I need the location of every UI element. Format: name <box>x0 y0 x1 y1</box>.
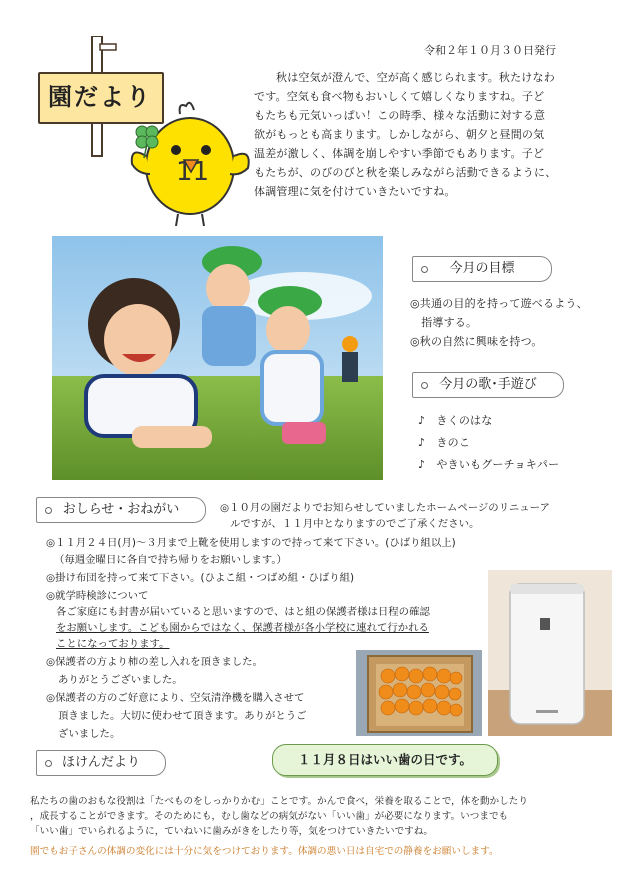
song-item: ♪ きのこ <box>418 436 471 449</box>
notices-label: おしらせ・おねがい <box>62 502 180 517</box>
children-photo <box>52 236 383 480</box>
intro-line: 体調管理に気を付けていきたいですね。 <box>254 185 456 198</box>
health-label: ほけんだより <box>61 755 140 770</box>
goal-item: ◎共通の目的を持って遊べるよう、 <box>410 297 588 310</box>
notice-hp-1: ◎１０月の園だよりでお知らせしていましたホームページのリニューア <box>220 502 550 514</box>
air-purifier-photo <box>488 570 612 736</box>
health-closing: 園でもお子さんの体調の変化には十分に気をつけております。体調の悪い日は自宅での静養をお願いします。 <box>30 846 499 857</box>
intro-paragraph <box>254 68 594 201</box>
notice-air-3: ざいました。 <box>58 728 121 740</box>
notice-kenshin-title: ◎就学時検診について <box>46 590 149 602</box>
intro-line: です。空気も食べ物もおいしくて嬉しくなりますね。子ど <box>254 90 545 103</box>
notice-kaki-1: ◎保護者の方より柿の差し入れを頂きました。 <box>46 656 263 668</box>
persimmon-photo <box>356 650 482 736</box>
goals-tag <box>412 256 552 282</box>
goal-item: 指導する。 <box>410 316 478 329</box>
issue-date: 令和２年１０月３０日発行 <box>424 44 556 57</box>
notice-air-2: 頂きました。大切に使わせて頂きます。ありがとうご <box>58 710 307 722</box>
health-line: 「いい歯」でいられるように，ていねいに歯みがきをしたり等，気をつけていきたいですね。 <box>30 826 433 837</box>
intro-line: 欲がもっとも高まります。しかしながら、朝夕と昼間の気 <box>254 128 545 141</box>
notice-kenshin-2: をお願いします。こども園からではなく、保護者様が各小学校に連れて行かれる <box>56 622 429 634</box>
intro-line: 温差が激しく、体調を崩しやすい季節でもあります。子ど <box>254 147 545 160</box>
title-illustration <box>30 36 250 226</box>
song-item: ♪ やきいもグーチョキパー <box>418 458 560 471</box>
notice-hp-2: ルですが、１１月中となりますのでご了承ください。 <box>230 518 480 530</box>
health-tag <box>36 750 166 776</box>
notice-kaki-2: ありがとうございました。 <box>58 674 183 686</box>
month-number: 11 <box>176 157 210 187</box>
song-item: ♪ きくのはな <box>418 414 493 427</box>
notice-shoes-text: ◎１１月２４日(月)～３月まで上靴を使用しますので持って来て下さい。(ひばり組以上) <box>46 537 456 549</box>
songs-tag <box>412 372 564 398</box>
goals-label: 今月の目標 <box>449 261 515 276</box>
notice-kenshin-3: ことになっております。 <box>56 638 170 650</box>
goals-list <box>410 294 610 351</box>
notice-shoes-1 <box>46 535 456 551</box>
goal-item: ◎秋の自然に興味を持つ。 <box>410 335 543 348</box>
songs-label: 今月の歌･手遊び <box>439 377 537 392</box>
notice-shoes-2: （毎週金曜日に各自で持ち帰りをお願いします。） <box>54 554 287 566</box>
notice-kenshin-1: 各ご家庭にも封書が届いていると思いますので、はと組の保護者様は日程の確認 <box>56 606 430 618</box>
songs-list <box>418 410 618 476</box>
health-line: 私たちの歯のおもな役割は「たべものをしっかりかむ」ことです。かんで食べ，栄養を取ることで，体を動かしたり <box>30 796 528 807</box>
notices-tag <box>36 497 206 523</box>
health-body <box>30 794 610 839</box>
page-title: 園だより <box>48 83 152 111</box>
health-line: ，成長することができます。そのためにも，むし歯などの病気がない「いい歯」が必要になります。いつまでも <box>30 811 509 822</box>
notice-air-1: ◎保護者の方のご好意により、空気清浄機を購入させて <box>46 692 305 704</box>
health-banner-text: １１月８日はいい歯の日です。 <box>297 752 472 767</box>
intro-line: もたちも元気いっぱい！この時季、様々な活動に対する意 <box>254 109 546 122</box>
intro-line: 秋は空気が澄んで、空が高く感じられます。秋たけなわ <box>276 71 555 84</box>
notice-futon: ◎掛け布団を持って来て下さい。(ひよこ組・つばめ組・ひばり組) <box>46 572 355 584</box>
intro-line: もたちが、のびのびと秋を楽しみながら活動できるように、 <box>254 166 557 179</box>
